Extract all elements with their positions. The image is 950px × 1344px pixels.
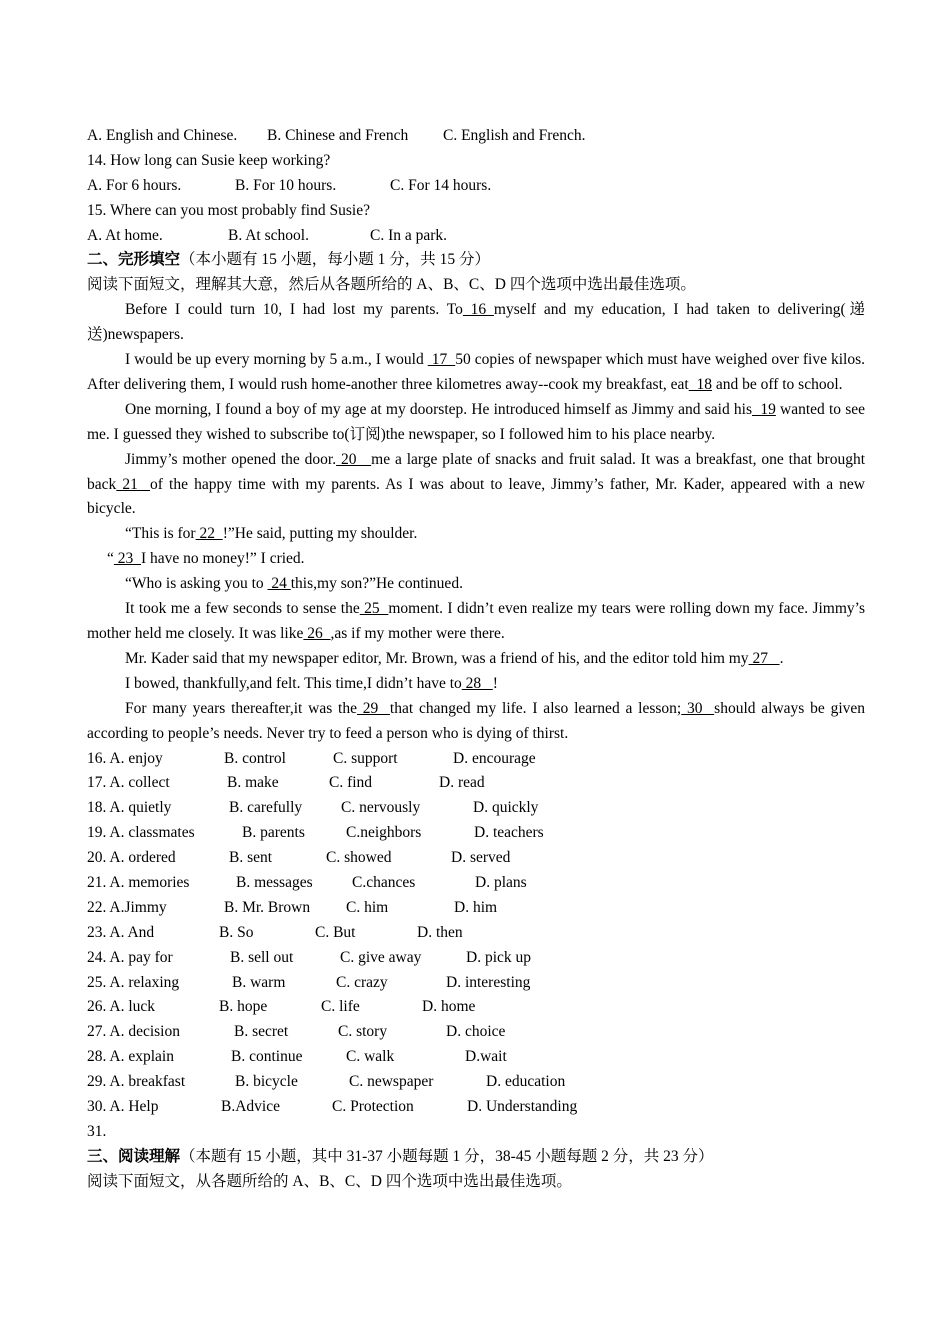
text: It took me a few seconds to sense the xyxy=(125,600,360,618)
blank-22: 22 xyxy=(195,525,223,543)
option-b: B. Mr. Brown xyxy=(224,898,311,916)
option-b: B. parents xyxy=(242,824,305,842)
text: !”He said, putting my shoulder. xyxy=(222,525,418,543)
passage-paragraph xyxy=(87,672,865,697)
option-b: B. hope xyxy=(219,998,268,1016)
text: 50 copies of newspaper which must have weighed over five kilos. After delivering them, I would rush home-another three kilometres away--cook my breakfast, eat xyxy=(87,351,866,393)
option-c: C. walk xyxy=(346,1048,395,1066)
passage-paragraph xyxy=(87,547,865,572)
text: ! xyxy=(492,674,498,692)
q14-question: 14. How long can Susie keep working? xyxy=(87,151,331,169)
option-c: C. newspaper xyxy=(349,1073,434,1091)
option-c: C. For 14 hours. xyxy=(390,176,492,194)
text: wanted to see me. I guessed they wished to subscribe to(订阅)the newspaper, so I followed him to his place nearby. xyxy=(87,400,866,443)
text: “ xyxy=(107,550,114,568)
option-a: 18. A. quietly xyxy=(87,799,172,817)
passage-paragraph xyxy=(87,348,865,398)
option-c: C. give away xyxy=(340,948,422,966)
option-a: 22. A.Jimmy xyxy=(87,898,167,916)
text: “This is for xyxy=(125,525,196,543)
blank-21: 21 xyxy=(116,475,151,493)
option-a: 23. A. And xyxy=(87,923,155,941)
question-31: 31. xyxy=(87,1122,107,1140)
option-a: A. At home. xyxy=(87,226,163,244)
blank-17: 17 xyxy=(427,351,456,369)
text: that changed my life. I also learned a lesson; xyxy=(389,699,682,717)
option-a: 17. A. collect xyxy=(87,774,170,792)
choice-row xyxy=(87,871,865,896)
blank-19: 19 xyxy=(751,400,776,418)
q15-question: 15. Where can you most probably find Susie? xyxy=(87,201,370,219)
text: moment. I didn’t even realize my tears were rolling down my face. Jimmy’s mother held me closely. It was like xyxy=(87,600,866,643)
passage-paragraph xyxy=(87,448,865,523)
option-d: D. Understanding xyxy=(467,1098,578,1116)
option-d: D. choice xyxy=(446,1023,506,1041)
text: of the happy time with my parents. As I was about to leave, Jimmy’s father, Mr. Kader, appeared with a new bicycle. xyxy=(87,475,866,518)
option-d: D. pick up xyxy=(466,948,532,966)
option-d: D.wait xyxy=(465,1048,507,1066)
blank-26: 26 xyxy=(303,625,331,643)
option-b: B. Chinese and French xyxy=(267,127,409,144)
option-c: C. crazy xyxy=(336,973,388,991)
blank-30: 30 xyxy=(681,699,715,717)
passage-paragraph xyxy=(87,398,865,448)
text: I have no money!” I cried. xyxy=(141,550,305,568)
choice-row xyxy=(87,1095,865,1120)
option-b: B. sell out xyxy=(230,948,294,966)
blank-24: 24 xyxy=(267,575,291,593)
exam-page xyxy=(87,124,865,1195)
text: I bowed, thankfully,and felt. This time,I didn’t have to xyxy=(125,674,462,692)
text: ,as if my mother were there. xyxy=(330,625,505,643)
text: One morning, I found a boy of my age at my doorstep. He introduced himself as Jimmy and said his xyxy=(125,400,752,418)
passage-paragraph xyxy=(87,572,865,597)
option-c: C. support xyxy=(333,749,398,767)
option-c: C. story xyxy=(338,1023,388,1041)
text: . xyxy=(779,649,784,667)
text: and be off to school. xyxy=(711,375,843,393)
option-d: D. then xyxy=(417,923,463,941)
choice-row xyxy=(87,1045,865,1070)
option-c: C. life xyxy=(321,998,360,1016)
choice-row xyxy=(87,796,865,821)
text: Before I could turn 10, I had lost my parents. To xyxy=(125,301,463,319)
blank-20: 20 xyxy=(336,450,372,468)
option-b: B. For 10 hours. xyxy=(235,176,337,194)
option-a: 30. A. Help xyxy=(87,1098,159,1116)
option-b: B. sent xyxy=(229,849,273,867)
option-a: 16. A. enjoy xyxy=(87,749,163,767)
option-d: D. read xyxy=(439,774,485,792)
choice-row xyxy=(87,921,865,946)
option-d: D. quickly xyxy=(473,799,539,817)
text: this,my son?”He continued. xyxy=(290,575,463,593)
option-a: A. English and Chinese. xyxy=(87,127,238,144)
section-note: （本题有 15 小题，其中 31-37 小题每题 1 分，38-45 小题每题 2 分，共 23 分） xyxy=(180,1147,714,1165)
choice-row xyxy=(87,995,865,1020)
option-d: D. education xyxy=(486,1073,566,1091)
option-b: B. carefully xyxy=(229,799,303,817)
option-d: D. served xyxy=(451,849,511,867)
option-c: C. him xyxy=(346,898,389,916)
passage-paragraph xyxy=(87,697,865,747)
option-c: C. In a park. xyxy=(370,226,448,244)
option-a: 24. A. pay for xyxy=(87,948,173,966)
option-a: 20. A. ordered xyxy=(87,849,176,867)
blank-28: 28 xyxy=(461,674,493,692)
option-c: C. nervously xyxy=(341,799,421,817)
option-b: B. continue xyxy=(231,1048,303,1066)
option-b: B. secret xyxy=(234,1023,289,1041)
option-b: B. control xyxy=(224,749,286,767)
choice-row xyxy=(87,1020,865,1045)
text: should always be given according to people’s needs. Never try to feed a person who is dying of thirst. xyxy=(87,699,866,742)
q14-options xyxy=(87,174,865,199)
blank-25: 25 xyxy=(359,600,389,618)
choice-row xyxy=(87,971,865,996)
option-a: 28. A. explain xyxy=(87,1048,174,1066)
choice-row xyxy=(87,896,865,921)
text: I would be up every morning by 5 a.m., I would xyxy=(125,351,428,369)
option-d: D. teachers xyxy=(474,824,544,842)
blank-27: 27 xyxy=(748,649,780,667)
option-a: 21. A. memories xyxy=(87,874,190,891)
option-d: D. interesting xyxy=(446,973,531,991)
text: Jimmy’s mother opened the door. xyxy=(125,450,337,468)
blank-29: 29 xyxy=(356,699,390,717)
choice-row xyxy=(87,846,865,871)
section-note: （本小题有 15 小题，每小题 1 分，共 15 分） xyxy=(180,251,491,269)
option-d: D. encourage xyxy=(453,749,536,767)
option-a: 26. A. luck xyxy=(87,998,156,1016)
q13-options xyxy=(87,124,865,149)
option-a: 27. A. decision xyxy=(87,1023,180,1041)
section2-heading xyxy=(87,248,865,273)
section3-instruction: 阅读下面短文，从各题所给的 A、B、C、D 四个选项中选出最佳选项。 xyxy=(87,1172,572,1190)
section-title: 三、阅读理解 xyxy=(87,1147,181,1165)
text: Mr. Kader said that my newspaper editor, Mr. Brown, was a friend of his, and the editor told him my xyxy=(125,649,749,667)
choices-list xyxy=(87,747,865,1120)
blank-16: 16 xyxy=(462,301,494,319)
option-c: C.neighbors xyxy=(346,824,422,842)
text: “Who is asking you to xyxy=(125,575,268,593)
text: For many years thereafter,it was the xyxy=(125,699,357,717)
option-d: D. plans xyxy=(475,874,527,891)
option-a: A. For 6 hours. xyxy=(87,176,182,194)
option-c: C. English and French. xyxy=(443,127,586,144)
option-a: 25. A. relaxing xyxy=(87,973,180,991)
choice-row xyxy=(87,771,865,796)
option-b: B. warm xyxy=(232,973,286,991)
choice-row xyxy=(87,747,865,772)
option-c: C. showed xyxy=(326,849,392,867)
option-b: B. make xyxy=(227,774,279,792)
option-c: C. But xyxy=(315,923,356,941)
option-c: C. Protection xyxy=(332,1098,414,1116)
text: myself and my education, I had taken to delivering(递送)newspapers. xyxy=(87,301,865,344)
option-d: D. him xyxy=(454,898,498,916)
option-b: B. So xyxy=(219,923,254,941)
option-b: B.Advice xyxy=(221,1098,280,1116)
choice-row xyxy=(87,821,865,846)
section3-heading xyxy=(87,1145,865,1170)
choice-row xyxy=(87,1070,865,1095)
option-b: B. bicycle xyxy=(235,1073,298,1091)
option-b: B. At school. xyxy=(228,226,309,244)
passage-paragraph xyxy=(87,522,865,547)
section-title: 二、完形填空 xyxy=(87,251,181,269)
passage-paragraph xyxy=(87,597,865,647)
option-a: 29. A. breakfast xyxy=(87,1073,186,1091)
option-c: C.chances xyxy=(352,874,416,891)
blank-23: 23 xyxy=(113,550,142,568)
blank-18: 18 xyxy=(688,375,712,393)
choice-row xyxy=(87,946,865,971)
passage-paragraph xyxy=(87,647,865,672)
option-d: D. home xyxy=(422,998,476,1016)
q15-options xyxy=(87,224,865,249)
option-a: 19. A. classmates xyxy=(87,824,195,842)
passage-paragraph xyxy=(87,298,865,348)
option-b: B. messages xyxy=(236,874,313,891)
section2-instruction: 阅读下面短文，理解其大意，然后从各题所给的 A、B、C、D 四个选项中选出最佳选项。 xyxy=(87,276,696,294)
option-c: C. find xyxy=(329,774,373,792)
text: me a large plate of snacks and fruit salad. It was a breakfast, one that brought back xyxy=(87,450,865,493)
